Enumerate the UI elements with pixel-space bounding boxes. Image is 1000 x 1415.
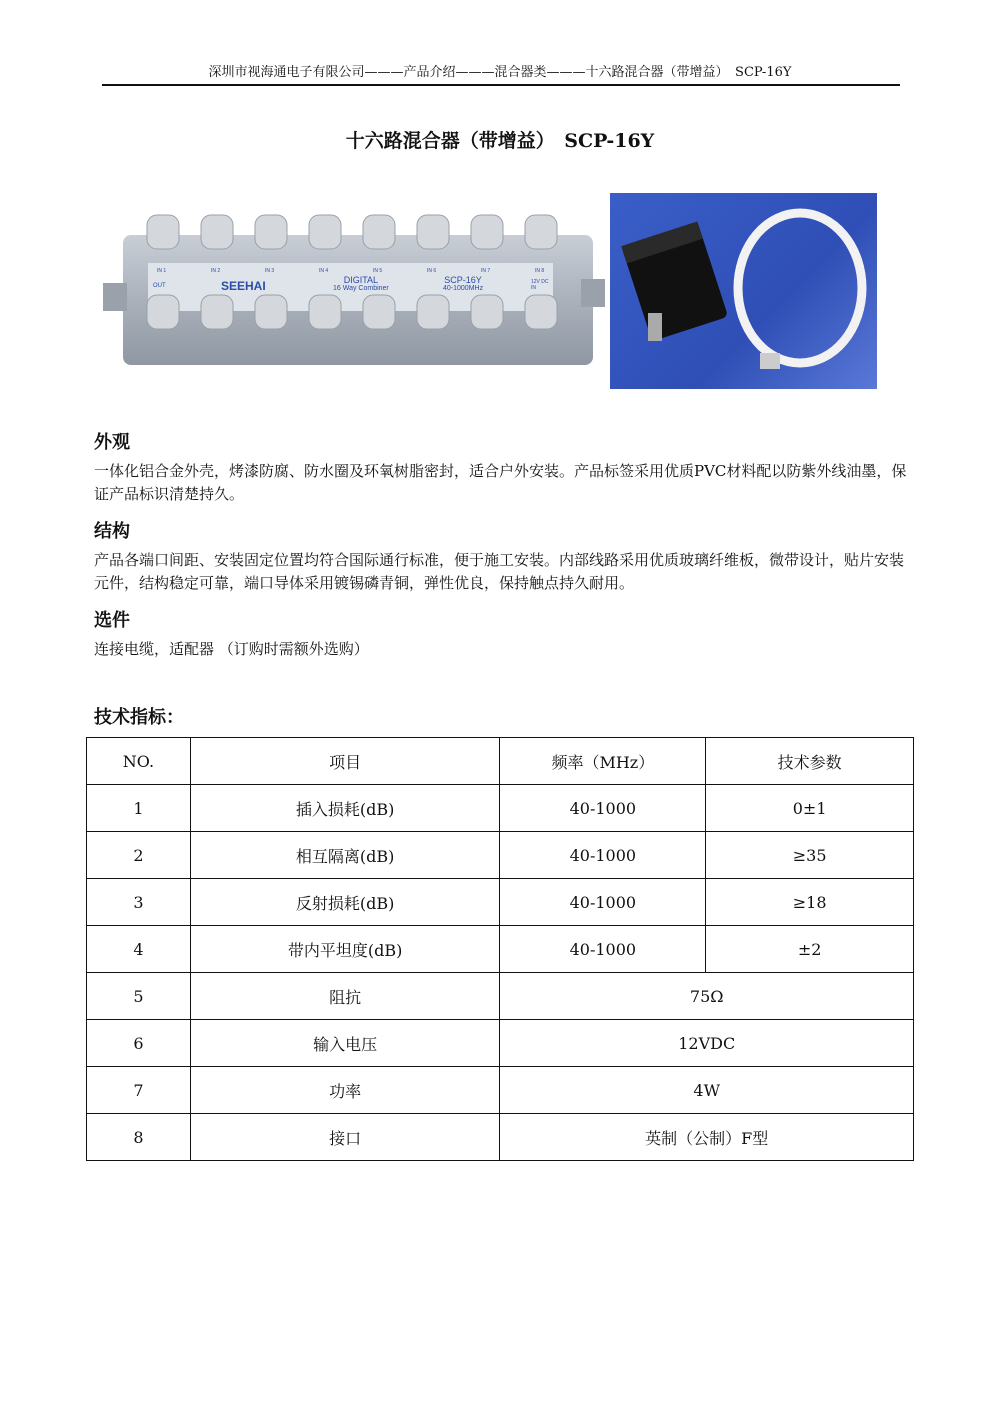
section-structure <box>94 517 914 595</box>
f-port-connector <box>471 295 503 329</box>
section-heading: 选件 <box>94 610 130 631</box>
table-cell: 频率（MHz） <box>500 738 706 785</box>
table-cell: 1 <box>87 785 191 832</box>
table-cell: 40-1000 <box>500 832 706 879</box>
table-cell: 英制（公制）F型 <box>500 1114 914 1161</box>
table-cell: 3 <box>87 879 191 926</box>
table-row <box>87 785 914 832</box>
port-label: IN 1 <box>157 268 167 274</box>
table-cell: 技术参数 <box>706 738 914 785</box>
table-row <box>87 973 914 1020</box>
table-cell: 7 <box>87 1067 191 1114</box>
table-cell: 12VDC <box>500 1020 914 1067</box>
table-row <box>87 1067 914 1114</box>
f-port-connector <box>309 295 341 329</box>
table-row <box>87 879 914 926</box>
port-label: IN 4 <box>319 268 329 274</box>
f-port-connector <box>363 215 395 249</box>
port-label: IN 3 <box>265 268 275 274</box>
section-appearance <box>94 428 914 506</box>
running-header: 深圳市视海通电子有限公司———产品介绍———混合器类———十六路混合器（带增益） SCP-16Y <box>208 65 792 80</box>
document-title: 十六路混合器（带增益） SCP-16Y <box>345 130 655 152</box>
f-port-connector <box>201 295 233 329</box>
f-port-connector <box>417 215 449 249</box>
table-cell: 8 <box>87 1114 191 1161</box>
table-cell: 5 <box>87 973 191 1020</box>
table-cell: 40-1000 <box>500 926 706 973</box>
table-cell: 插入损耗(dB) <box>190 785 500 832</box>
out-label: OUT <box>153 283 166 289</box>
section-text: 一体化铝合金外壳，烤漆防腐、防水圈及环氧树脂密封，适合户外安装。产品标签采用优质PVC材料配以防紫外线油墨，保证产品标识清楚持久。 <box>94 462 907 503</box>
f-port-connector <box>525 215 557 249</box>
section-heading: 结构 <box>94 521 130 542</box>
adapter-cable-photo <box>610 193 877 389</box>
f-port-connector <box>201 215 233 249</box>
f-port-connector <box>363 295 395 329</box>
table-cell: 2 <box>87 832 191 879</box>
label-freq: 40-1000MHz <box>443 285 484 292</box>
port-label: IN 5 <box>373 268 383 274</box>
model-label <box>443 275 483 292</box>
table-cell: 接口 <box>190 1114 500 1161</box>
section-text: 产品各端口间距、安装固定位置均符合国际通行标准，便于施工安装。内部线路采用优质玻璃纤维板，微带设计，贴片安装元件，结构稳定可靠，端口导体采用镀锡磷青铜，弹性优良，保持触点持久耐用。 <box>94 551 905 592</box>
table-cell: 40-1000 <box>500 879 706 926</box>
spec-heading: 技术指标： <box>94 707 184 728</box>
table-cell: ≥35 <box>706 832 914 879</box>
table-cell: 75Ω <box>500 973 914 1020</box>
table-cell: 40-1000 <box>500 785 706 832</box>
label-line2: 16 Way Combiner <box>333 285 389 292</box>
table-row <box>87 1114 914 1161</box>
header-divider <box>102 84 900 86</box>
f-port-connector <box>147 215 179 249</box>
table-cell: NO. <box>87 738 191 785</box>
table-cell: ≥18 <box>706 879 914 926</box>
combiner-product-photo <box>103 195 605 383</box>
table-cell: 阻抗 <box>190 973 500 1020</box>
section-heading: 外观 <box>94 432 130 453</box>
table-cell: 6 <box>87 1020 191 1067</box>
section-text: 连接电缆，适配器 （订购时需额外选购） <box>94 640 369 658</box>
port-label: IN 6 <box>427 268 437 274</box>
f-port-connector <box>471 215 503 249</box>
table-cell: 相互隔离(dB) <box>190 832 500 879</box>
table-cell: 功率 <box>190 1067 500 1114</box>
table-cell: 4W <box>500 1067 914 1114</box>
table-row <box>87 926 914 973</box>
table-cell: 4 <box>87 926 191 973</box>
table-cell: 带内平坦度(dB) <box>190 926 500 973</box>
section-options <box>94 606 914 661</box>
table-cell: 反射损耗(dB) <box>190 879 500 926</box>
spec-table <box>86 737 914 1161</box>
dc-in-label: 12V DC IN <box>531 279 549 291</box>
brand-label: SEEHAI <box>221 279 266 293</box>
label-model: SCP-16Y <box>444 275 482 285</box>
table-cell: ±2 <box>706 926 914 973</box>
table-cell: 0±1 <box>706 785 914 832</box>
table-header-row <box>87 738 914 785</box>
table-cell: 项目 <box>190 738 500 785</box>
label-line1: DIGITAL <box>343 275 379 285</box>
table-row <box>87 1020 914 1067</box>
table-row <box>87 832 914 879</box>
f-port-connector <box>309 215 341 249</box>
port-label: IN 8 <box>535 268 545 274</box>
f-port-connector <box>147 295 179 329</box>
f-port-connector <box>255 215 287 249</box>
port-label: IN 7 <box>481 268 491 274</box>
f-port-connector <box>417 295 449 329</box>
f-port-connector <box>255 295 287 329</box>
product-label <box>333 275 389 292</box>
table-cell: 输入电压 <box>190 1020 500 1067</box>
f-port-connector <box>525 295 557 329</box>
port-label: IN 2 <box>211 268 221 274</box>
